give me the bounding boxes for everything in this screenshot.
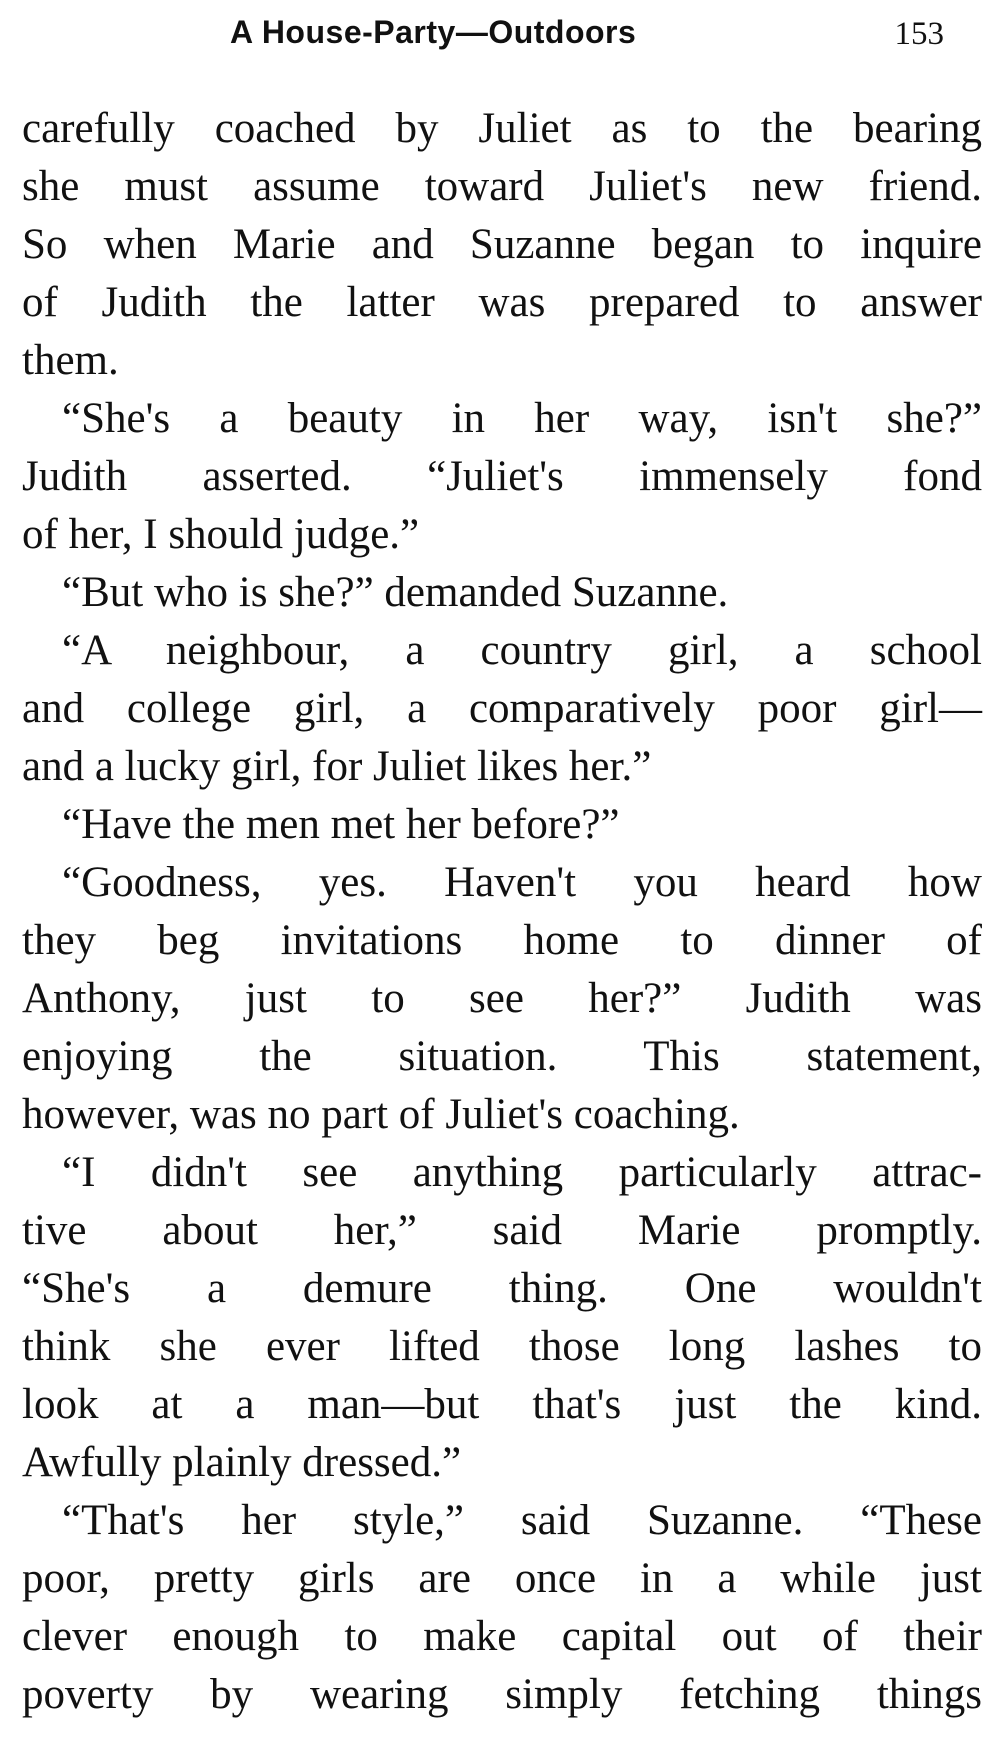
text-line: “Have the men met her before?” <box>62 801 620 848</box>
text-line: Judith asserted. “Juliet's immensely fond <box>22 453 982 500</box>
text-line: of Judith the latter was prepared to answer <box>22 279 982 326</box>
text-line: poor, pretty girls are once in a while just <box>22 1555 982 1602</box>
text-line: Awfully plainly dressed.” <box>22 1439 462 1486</box>
text-line: think she ever lifted those long lashes to <box>22 1323 982 1370</box>
text-line: look at a man—but that's just the kind. <box>22 1381 982 1428</box>
page-number: 153 <box>894 16 944 52</box>
text-line: enjoying the situation. This statement, <box>22 1033 982 1080</box>
text-line: carefully coached by Juliet as to the bearing <box>22 105 982 152</box>
text-line: “Goodness, yes. Haven't you heard how <box>62 859 982 906</box>
running-title: A House-Party—Outdoors <box>230 14 637 50</box>
body-text <box>22 100 982 1724</box>
text-line: however, was no part of Juliet's coaching. <box>22 1091 740 1138</box>
text-line: “But who is she?” demanded Suzanne. <box>62 569 729 616</box>
text-line: So when Marie and Suzanne began to inquire <box>22 221 982 268</box>
text-line: and a lucky girl, for Juliet likes her.” <box>22 743 652 790</box>
text-line: “She's a beauty in her way, isn't she?” <box>62 395 982 442</box>
text-line: “I didn't see anything particularly attrac- <box>62 1149 982 1196</box>
text-line: “A neighbour, a country girl, a school <box>62 627 982 674</box>
text-line: and college girl, a comparatively poor girl— <box>22 685 982 732</box>
running-head <box>0 8 1004 58</box>
text-line: poverty by wearing simply fetching things <box>22 1671 982 1718</box>
text-line: they beg invitations home to dinner of <box>22 917 982 964</box>
text-line: tive about her,” said Marie promptly. <box>22 1207 982 1254</box>
text-line: them. <box>22 337 119 384</box>
text-line: Anthony, just to see her?” Judith was <box>22 975 982 1022</box>
text-line: “That's her style,” said Suzanne. “These <box>62 1497 982 1544</box>
text-line: “She's a demure thing. One wouldn't <box>22 1265 982 1312</box>
text-line: she must assume toward Juliet's new friend. <box>22 163 982 210</box>
text-line: of her, I should judge.” <box>22 511 420 558</box>
text-line: clever enough to make capital out of their <box>22 1613 982 1660</box>
